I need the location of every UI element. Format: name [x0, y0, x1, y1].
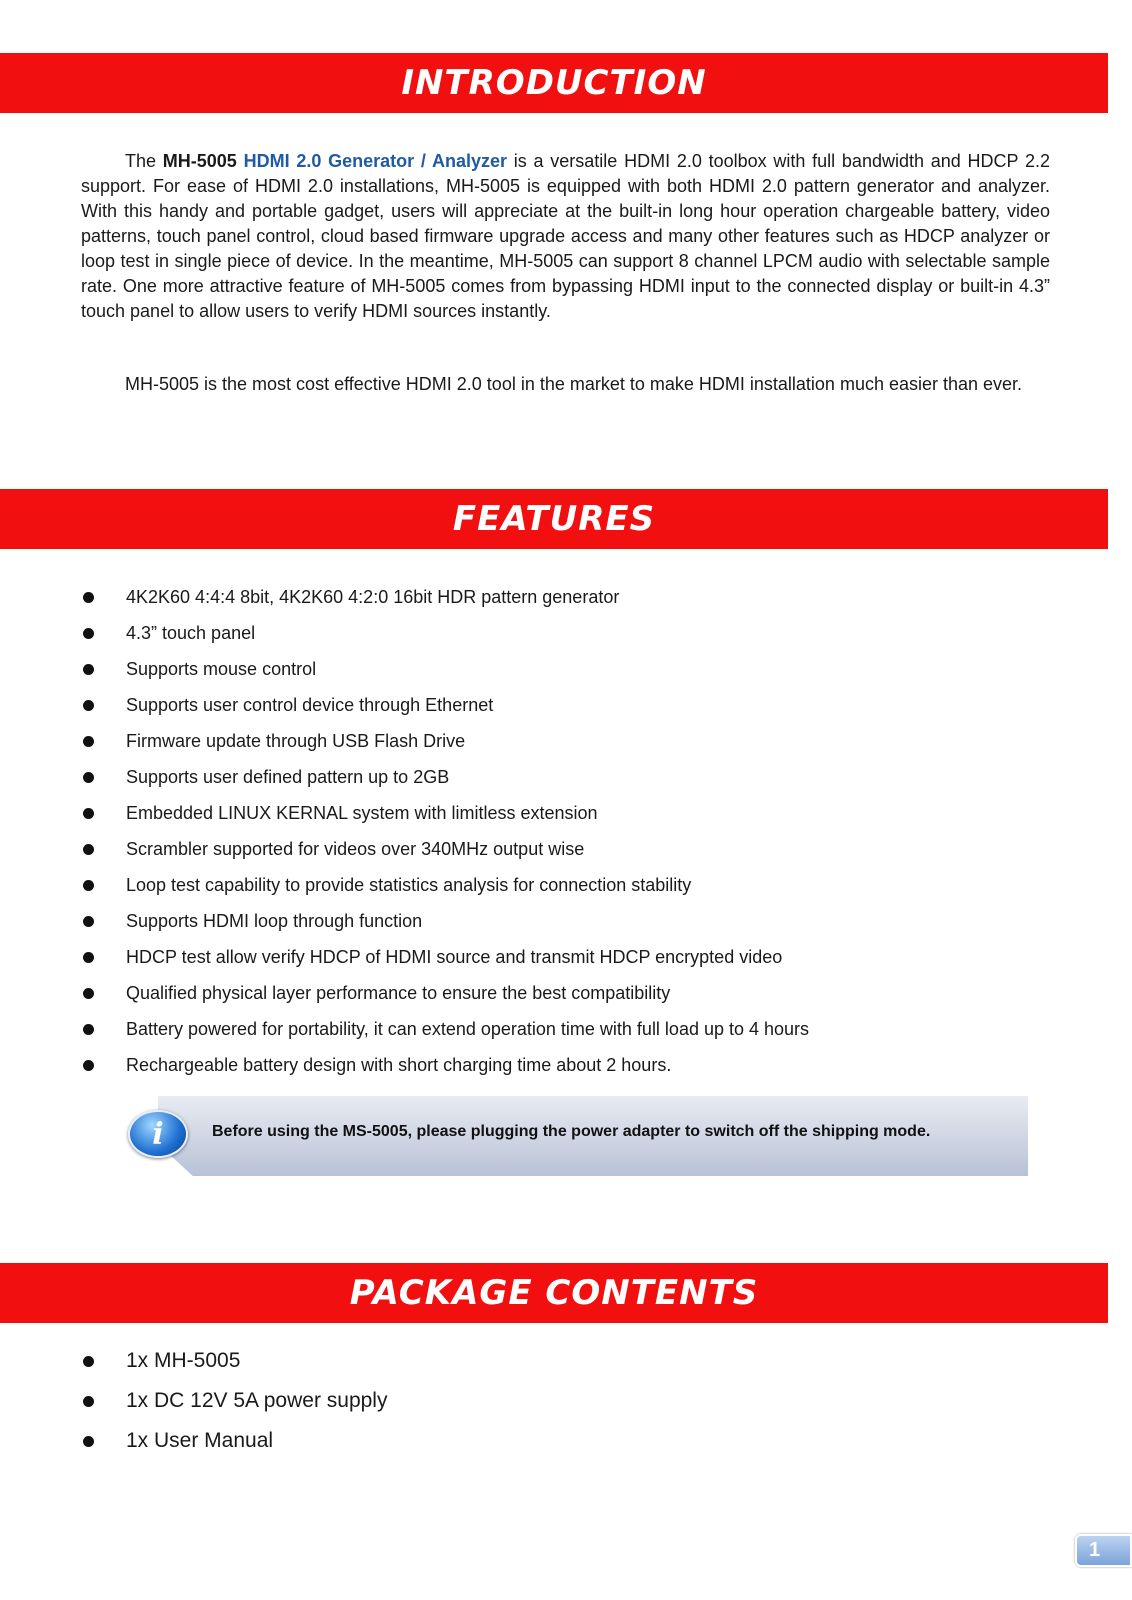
feature-text: Battery powered for portability, it can extend operation time with full load up to 4 hours [126, 1019, 810, 1039]
bullet-icon [83, 1024, 94, 1035]
product-name: HDMI 2.0 Generator / Analyzer [243, 151, 508, 171]
bullet-icon [83, 772, 94, 783]
info-icon: i [128, 1110, 188, 1158]
feature-item [81, 1054, 809, 1090]
intro-space [237, 151, 244, 171]
bullet-icon [83, 808, 94, 819]
bullet-icon [83, 628, 94, 639]
package-item-text: 1x User Manual [126, 1429, 274, 1452]
feature-item [81, 802, 809, 838]
shipping-mode-note-text: Before using the MS-5005, please plugging the power adapter to switch off the shipping mode. [212, 1123, 931, 1140]
feature-item [81, 586, 809, 622]
bullet-icon [83, 916, 94, 927]
package-item [81, 1388, 387, 1428]
feature-text: Rechargeable battery design with short charging time about 2 hours. [126, 1055, 672, 1075]
model-name: MH-5005 [162, 151, 237, 171]
feature-text: Supports user defined pattern up to 2GB [126, 767, 450, 787]
feature-text: Qualified physical layer performance to ensure the best compatibility [126, 983, 671, 1003]
bullet-icon [83, 592, 94, 603]
feature-item [81, 658, 809, 694]
bullet-icon [83, 1436, 94, 1447]
introduction-heading: INTRODUCTION [401, 63, 707, 103]
features-banner [0, 489, 1108, 549]
package-item-text: 1x DC 12V 5A power supply [126, 1389, 388, 1412]
feature-item [81, 946, 809, 982]
bullet-icon [83, 700, 94, 711]
bullet-icon [83, 1060, 94, 1071]
package-contents-list [81, 1348, 387, 1468]
feature-item [81, 694, 809, 730]
features-list [81, 586, 809, 1090]
package-item [81, 1348, 387, 1388]
feature-text: Scrambler supported for videos over 340MHz output wise [126, 839, 585, 859]
introduction-paragraph-1 [81, 149, 1050, 324]
feature-text: 4.3” touch panel [126, 623, 256, 643]
feature-item [81, 622, 809, 658]
bullet-icon [83, 736, 94, 747]
features-heading: FEATURES [452, 499, 656, 539]
bullet-icon [83, 1356, 94, 1367]
feature-text: 4K2K60 4:4:4 8bit, 4K2K60 4:2:0 16bit HDR pattern generator [126, 587, 620, 607]
intro-lead: The [125, 151, 163, 171]
feature-text: HDCP test allow verify HDCP of HDMI source and transmit HDCP encrypted video [126, 947, 783, 967]
bullet-icon [83, 952, 94, 963]
feature-text: Supports HDMI loop through function [126, 911, 423, 931]
introduction-paragraph-2: MH-5005 is the most cost effective HDMI 2.0 tool in the market to make HDMI installation much easier than ever. [125, 374, 1023, 394]
feature-text: Loop test capability to provide statistics analysis for connection stability [126, 875, 692, 895]
intro-body: is a versatile HDMI 2.0 toolbox with full bandwidth and HDCP 2.2 support. For ease of HDMI 2.0 installations, MH-5005 is equipped with both HDMI 2.0 pattern generator and analyzer. With this handy and portable gadget, users will appreciate at the built-in long hour operation chargeable battery, video patterns, touch panel control, cloud based firmware upgrade access and many other features such as HDCP analyzer or loop test in single piece of device. In the meantime, MH-5005 can support 8 channel LPCM audio with selectable sample rate. One more attractive feature of MH-5005 comes from bypassing HDMI input to the connected display or built-in 4.3” touch panel to allow users to verify HDMI sources instantly. [81, 151, 1050, 321]
feature-text: Supports mouse control [126, 659, 317, 679]
feature-item [81, 874, 809, 910]
package-contents-heading: PACKAGE CONTENTS [349, 1273, 759, 1313]
bullet-icon [83, 988, 94, 999]
feature-item [81, 982, 809, 1018]
bullet-icon [83, 844, 94, 855]
page-number: 1 [1075, 1534, 1132, 1567]
package-item [81, 1428, 387, 1468]
introduction-banner [0, 53, 1108, 113]
feature-item [81, 766, 809, 802]
feature-text: Embedded LINUX KERNAL system with limitless extension [126, 803, 598, 823]
feature-item [81, 838, 809, 874]
feature-text: Firmware update through USB Flash Drive [126, 731, 466, 751]
package-item-text: 1x MH-5005 [126, 1349, 241, 1372]
feature-item [81, 1018, 809, 1054]
package-contents-banner [0, 1263, 1108, 1323]
bullet-icon [83, 664, 94, 675]
bullet-icon [83, 880, 94, 891]
bullet-icon [83, 1396, 94, 1407]
feature-item [81, 730, 809, 766]
feature-item [81, 910, 809, 946]
feature-text: Supports user control device through Ethernet [126, 695, 494, 715]
